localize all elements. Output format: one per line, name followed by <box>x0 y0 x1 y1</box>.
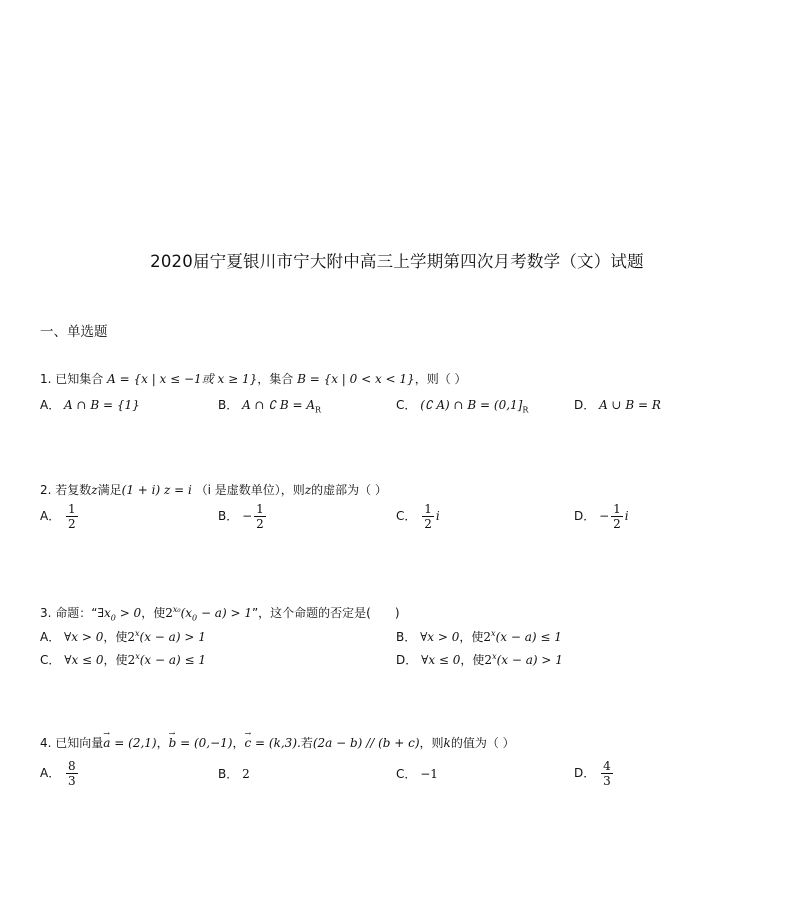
option-c[interactable] <box>396 396 528 419</box>
option-label: A． <box>40 766 61 780</box>
set-a-definition: A = {x | x ≤ −1或 x ≥ 1} <box>107 372 258 386</box>
option-label: D． <box>574 766 596 780</box>
option-text: ，使 <box>460 653 485 667</box>
option-text: 2 <box>242 767 250 781</box>
vector-value: = (2,1) <box>110 736 157 750</box>
question-text: 若复数 <box>55 483 92 497</box>
denominator: 2 <box>256 517 264 531</box>
math-expression: (x − a) > 1 <box>139 630 206 644</box>
option-a[interactable] <box>40 503 80 530</box>
question-text: 已知集合 <box>55 372 104 386</box>
quantifier: ∀x > 0 <box>64 630 104 644</box>
option-a[interactable] <box>40 396 140 414</box>
option-label: C． <box>396 767 417 781</box>
math-superscript: x <box>135 629 140 638</box>
option-b[interactable] <box>218 396 321 419</box>
vector-value: = (0,−1) <box>176 736 233 750</box>
option-text: ，使 <box>103 630 128 644</box>
option-text: A ∩ ∁ B = A <box>242 398 316 412</box>
option-c[interactable] <box>40 648 206 669</box>
option-c[interactable] <box>396 503 440 530</box>
set-b-definition: B = {x | 0 < x < 1} <box>297 372 415 386</box>
question-text: ，集合 <box>257 372 294 386</box>
math-expression: > 0 <box>115 606 142 620</box>
option-label: A． <box>40 509 61 523</box>
fraction <box>66 503 78 530</box>
question-number: 2. <box>40 483 52 497</box>
option-text: ，使 <box>103 653 128 667</box>
option-label: B． <box>396 630 417 644</box>
option-text: A ∪ B = R <box>599 398 661 412</box>
option-label: C． <box>396 398 417 412</box>
quantifier: ∀x > 0 <box>420 630 460 644</box>
question-3-stem <box>40 601 400 627</box>
denominator: 2 <box>424 517 432 531</box>
option-d[interactable] <box>396 648 563 669</box>
fraction <box>601 760 613 787</box>
question-text: 命题：“ <box>55 606 98 620</box>
option-a[interactable] <box>40 625 206 646</box>
denominator: 3 <box>603 774 611 788</box>
option-subscript: R <box>315 405 322 415</box>
numerator: 1 <box>613 502 621 516</box>
math-superscript: x <box>492 652 497 661</box>
denominator: 2 <box>68 517 76 531</box>
question-text: ，则 <box>419 736 444 750</box>
imaginary-unit: i <box>435 509 440 523</box>
math-base: 2 <box>484 653 493 667</box>
math-expression: − a) > 1 <box>197 606 252 620</box>
question-text: ， <box>156 736 169 750</box>
option-label: B． <box>218 509 239 523</box>
option-text: (∁ A) ∩ B = (0,1] <box>420 398 523 412</box>
question-text: 的虚部为（ ） <box>311 483 387 497</box>
variable: z <box>304 483 312 497</box>
variable: z <box>91 483 98 497</box>
fraction <box>422 503 434 530</box>
minus-sign: − <box>599 509 610 523</box>
page-title: 2020届宁夏银川市宁大附中高三上学期第四次月考数学（文）试题 <box>150 252 644 271</box>
question-number: 3. <box>40 606 52 620</box>
vector-b: → b <box>169 734 177 752</box>
variable: k <box>443 736 451 750</box>
option-label: D． <box>574 398 596 412</box>
option-d[interactable] <box>574 760 615 787</box>
option-d[interactable] <box>574 503 629 530</box>
numerator: 1 <box>256 502 264 516</box>
option-label: B． <box>218 398 239 412</box>
question-text: ，则（ ） <box>414 372 467 386</box>
question-1-stem <box>40 370 467 388</box>
option-label: A． <box>40 398 61 412</box>
math-superscript: x <box>135 652 140 661</box>
numerator: 4 <box>603 759 611 773</box>
option-text: A ∩ B = {1} <box>64 398 140 412</box>
equation: (1 + i) z = i <box>121 483 192 497</box>
option-label: D． <box>396 653 418 667</box>
parallel-condition: (2a − b) // (b + c) <box>312 736 420 750</box>
denominator: 3 <box>68 774 76 788</box>
option-text: −1 <box>420 767 438 781</box>
question-text: ， <box>232 736 245 750</box>
fraction <box>254 503 266 530</box>
math-expression: (x − a) ≤ 1 <box>139 653 207 667</box>
minus-sign: − <box>242 509 253 523</box>
question-text: 已知向量 <box>55 736 104 750</box>
question-text: ，使 <box>141 606 166 620</box>
question-number: 4. <box>40 736 52 750</box>
math-expression: 2 <box>165 606 173 620</box>
numerator: 1 <box>68 502 76 516</box>
math-base: 2 <box>483 630 492 644</box>
option-d[interactable] <box>574 396 661 414</box>
question-2-stem <box>40 481 387 499</box>
question-text: 满足 <box>97 483 122 497</box>
math-base: 2 <box>127 653 136 667</box>
question-text: （i 是虚数单位），则 <box>195 483 305 497</box>
math-subscript: 0 <box>192 613 198 623</box>
math-expression: (x <box>180 606 193 620</box>
option-a[interactable] <box>40 760 80 787</box>
option-label: B． <box>218 767 239 781</box>
question-text: .若 <box>297 736 313 750</box>
numerator: 1 <box>424 502 432 516</box>
option-label: C． <box>396 509 417 523</box>
option-c[interactable] <box>396 765 438 783</box>
option-text: ，使 <box>459 630 484 644</box>
option-label: A． <box>40 630 61 644</box>
math-expression: (x − a) > 1 <box>496 653 563 667</box>
option-label: C． <box>40 653 61 667</box>
vector-value: = (k,3) <box>251 736 298 750</box>
fraction <box>611 503 623 530</box>
option-b[interactable] <box>218 765 250 783</box>
question-text: ”，这个命题的否定是( ) <box>251 606 400 620</box>
vector-a: → a <box>103 734 110 752</box>
numerator: 8 <box>68 759 76 773</box>
denominator: 2 <box>613 517 621 531</box>
math-base: 2 <box>127 630 136 644</box>
option-subscript: R <box>522 405 529 415</box>
math-subscript: 0 <box>110 613 116 623</box>
vector-c: → c <box>245 734 252 752</box>
quantifier: ∀x ≤ 0 <box>421 653 461 667</box>
option-b[interactable] <box>218 503 268 530</box>
quantifier: ∀x ≤ 0 <box>64 653 104 667</box>
math-expression: ∃x <box>97 606 111 620</box>
section-heading: 一、单选题 <box>40 324 108 340</box>
math-expression: (x − a) ≤ 1 <box>495 630 562 644</box>
imaginary-unit: i <box>624 509 629 523</box>
math-superscript: x <box>491 629 496 638</box>
option-b[interactable] <box>396 625 562 646</box>
option-label: D． <box>574 509 596 523</box>
question-4-stem <box>40 734 515 752</box>
fraction <box>66 760 78 787</box>
question-text: 的值为（ ） <box>450 736 515 750</box>
math-superscript: x₀ <box>172 605 181 614</box>
question-number: 1. <box>40 372 52 386</box>
